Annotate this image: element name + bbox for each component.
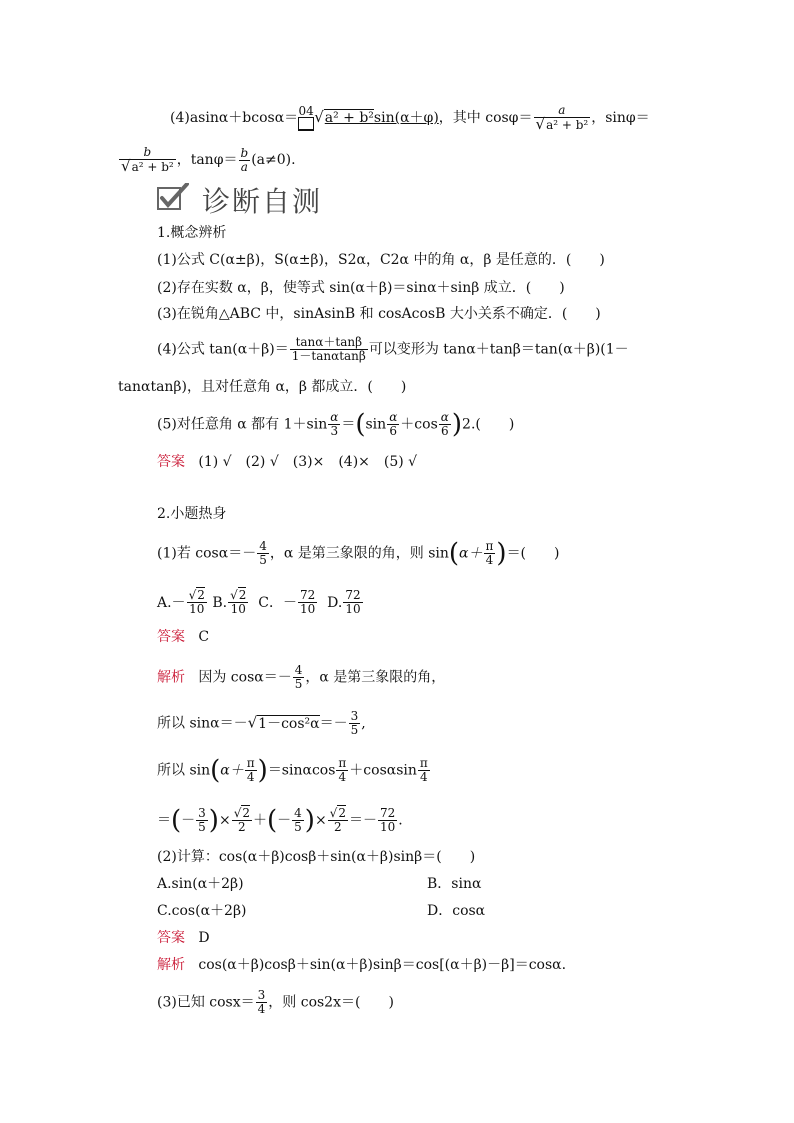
q2-jx-line1: 解析 因为 cosα＝－ $\frac{4}{5}$ ，α 是第三象限的角，	[157, 663, 446, 691]
blank-04	[298, 105, 314, 131]
jx-label: 解析	[157, 669, 185, 686]
q2-answer1: 答案 C	[157, 629, 210, 645]
q1-item4: (4)公式 tan(α＋β)＝ $\frac{\tan\alpha+\tan\beta}{1-\tan\alpha\tan\beta}$ 可以变形为 tanα＋tanβ＝tan(α＋β)(1－	[157, 335, 629, 363]
q1-item4-line2: tanαtanβ)，且对任意角 α，β 都成立．( )	[118, 379, 407, 395]
q2-problem2: (2)计算：cos(α＋β)cosβ＋sin(α＋β)sinβ＝( )	[157, 849, 476, 865]
answer-label: 答案	[157, 454, 185, 470]
q2-answer2: 答案 D	[157, 930, 210, 946]
blank-number: 04	[298, 104, 314, 118]
sqrt-a2b2: a² + b²	[324, 110, 374, 126]
option-b[interactable]: B. $\frac{√2}{10}$	[212, 588, 247, 616]
q2-p2-option-a[interactable]: A.sin(α＋2β)	[157, 876, 244, 892]
q2-p2-option-d[interactable]: D．cosα	[427, 903, 486, 919]
tan-sum-fraction: $\frac{\tan\alpha+\tan\beta}{1-\tan\alpha\tan\beta}$	[291, 335, 366, 363]
formula4-condition: (a≠0).	[251, 152, 296, 168]
formula4-prefix: (4)asinα＋bcosα＝	[170, 110, 299, 126]
q2-p2-option-b[interactable]: B．sinα	[427, 876, 482, 892]
q2-p2-option-c[interactable]: C.cos(α＋2β)	[157, 903, 247, 919]
q2-problem1: (1)若 cosα＝－ $\frac{4}{5}$ ，α 是第三象限的角，则 sin(α＋ $\frac{\pi}{4}$ )＝( )	[157, 538, 560, 569]
q2-problem3: (3)已知 cosx＝ $\frac{3}{4}$ ，则 cos2x＝( )	[157, 988, 394, 1016]
q1-answer: 答案 (1) √ (2) √ (3)× (4)× (5) √	[157, 454, 418, 470]
q2-jx-line4: ＝(－ $\frac{3}{5}$ )× $\frac{√2}{2}$ ＋(－ $\frac{4}{5}$ )× $\frac{√2}{2}$ ＝－ $\frac{72}{10}$ .	[157, 805, 403, 836]
q2-jx-line2: 所以 sinα＝－√1－cos²α＝－ $\frac{3}{5}$ ,	[157, 709, 366, 737]
q2-jx-line3: 所以 sin(α＋ $\frac{\pi}{4}$ )＝sinαcos $\frac{\pi}{4}$ ＋cosαsin $\frac{\pi}{4}$	[157, 755, 428, 786]
option-d[interactable]: D. $\frac{72}{10}$	[327, 588, 361, 616]
q2-heading: 2.小题热身	[157, 506, 227, 522]
q1-item2: (2)存在实数 α，β，使等式 sin(α＋β)＝sinα＋sinβ 成立．( )	[157, 280, 565, 296]
option-a[interactable]: A.－ $\frac{√2}{10}$	[157, 588, 205, 616]
formula4-mid: ，其中 cosφ＝	[438, 110, 533, 126]
option-c[interactable]: C．－ $\frac{72}{10}$	[258, 588, 316, 616]
sin-alpha-phi: sin(α＋φ)	[373, 110, 439, 126]
tanphi-label: ，tanφ＝	[176, 152, 238, 168]
tanphi-fraction: $\frac{b}{a}$	[240, 145, 249, 174]
q1-heading: 1.概念辨析	[157, 225, 227, 241]
q1-item1: (1)公式 C(α±β)，S(α±β)，S2α，C2α 中的角 α，β 是任意的．( )	[157, 252, 605, 268]
sinphi-fraction: $\frac{b}{\text{√a² + b²}}$	[121, 145, 174, 175]
section-title: 诊断自测	[202, 185, 323, 218]
q1-item3: (3)在锐角△ABC 中，sinAsinB 和 cosAcosB 大小关系不确定．( )	[157, 306, 601, 322]
cosphi-fraction: $\frac{a}{\text{√a² + b²}}$	[535, 103, 589, 133]
formula4-line2	[118, 146, 296, 174]
formula4-tail: ，sinφ＝	[591, 110, 650, 126]
q1-item5: (5)对任意角 α 都有 1＋sin $\frac{\alpha}{3}$ ＝(sin $\frac{\alpha}{6}$ ＋cos $\frac{\alpha}{6}$ )2.( )	[157, 409, 515, 440]
formula4-line1: (4)asinα＋bcosα＝ 04 √a² + b²sin(α＋φ)，其中 cosφ＝ $\frac{a}{\text{√a² + b²}}$ ，sinφ＝	[170, 103, 650, 133]
q2-options	[157, 589, 364, 616]
checkbox-check-icon	[157, 183, 189, 211]
q2-jx2: 解析 cos(α＋β)cosβ＋sin(α＋β)sinβ＝cos[(α＋β)－β]＝cosα.	[157, 957, 567, 973]
